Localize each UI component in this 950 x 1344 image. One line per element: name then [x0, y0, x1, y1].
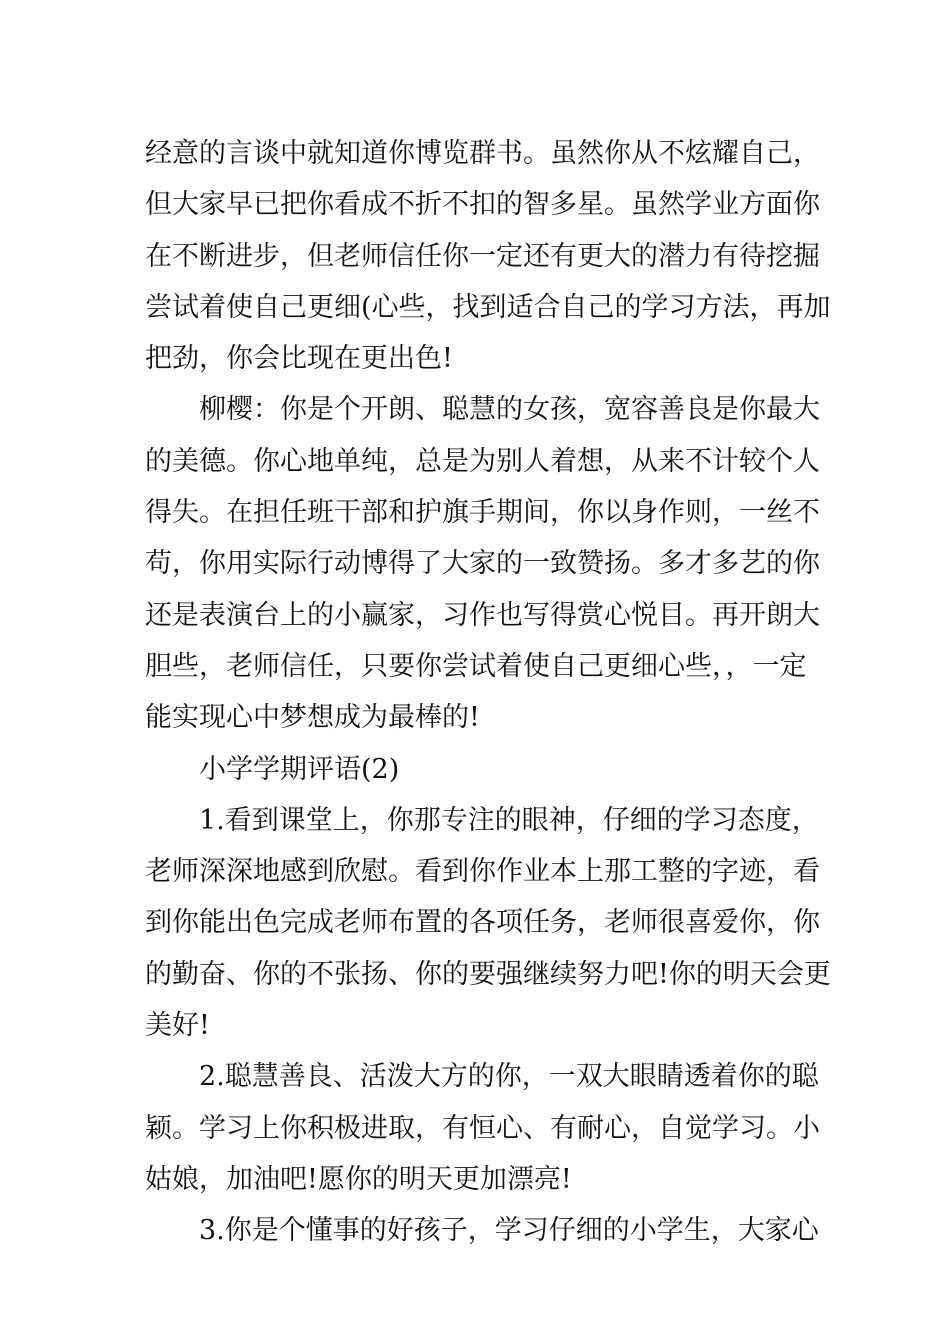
text-line-9: 苟，你用实际行动博得了大家的一致赞扬。多才多艺的你	[145, 548, 820, 580]
text-line-16: 到你能出色完成老师布置的各项任务，老师很喜爱你，你	[145, 907, 820, 939]
text-line-14: 1.看到课堂上，你那专注的眼神，仔细的学习态度，	[199, 804, 819, 836]
text-line-22: 3.你是个懂事的好孩子，学习仔细的小学生，大家心	[199, 1215, 819, 1247]
text-line-2: 但大家早已把你看成不折不扣的智多星。虽然学业方面你	[145, 189, 820, 221]
text-line-6: 柳樱：你是个开朗、聪慧的女孩，宽容善良是你最大	[199, 394, 820, 426]
text-line-1: 经意的言谈中就知道你博览群书。虽然你从不炫耀自己，	[145, 138, 820, 169]
text-line-4: 尝试着使自己更细(心些，找到适合自己的学习方法，再加	[145, 291, 831, 323]
text-line-15: 老师深深地感到欣慰。看到你作业本上那工整的字迹，看	[145, 856, 820, 888]
text-line-19: 2.聪慧善良、活泼大方的你，一双大眼睛透着你的聪	[199, 1061, 819, 1093]
text-line-8: 得失。在担任班干部和护旗手期间，你以身作则，一丝不	[145, 497, 820, 529]
text-line-18: 美好!	[145, 1010, 210, 1042]
text-line-10: 还是表演台上的小赢家，习作也写得赏心悦目。再开朗大	[145, 599, 820, 631]
section-heading: 小学学期评语(2)	[199, 753, 400, 785]
text-line-3: 在不断进步，但老师信任你一定还有更大的潜力有待挖掘	[145, 240, 820, 272]
text-line-17: 的勤奋、你的不张扬、你的要强继续努力吧!你的明天会更	[145, 958, 831, 990]
text-line-7: 的美德。你心地单纯，总是为别人着想，从来不计较个人	[145, 445, 820, 477]
document-body	[145, 128, 831, 1257]
text-line-11: 胆些，老师信任，只要你尝试着使自己更细心些，，一定	[145, 650, 807, 682]
text-line-5: 把劲，你会比现在更出色!	[145, 343, 453, 375]
text-line-21: 姑娘，加油吧!愿你的明天更加漂亮!	[145, 1163, 572, 1195]
text-line-20: 颖。学习上你积极进取，有恒心、有耐心，自觉学习。小	[145, 1112, 820, 1144]
text-line-12: 能实现心中梦想成为最棒的!	[145, 702, 480, 734]
